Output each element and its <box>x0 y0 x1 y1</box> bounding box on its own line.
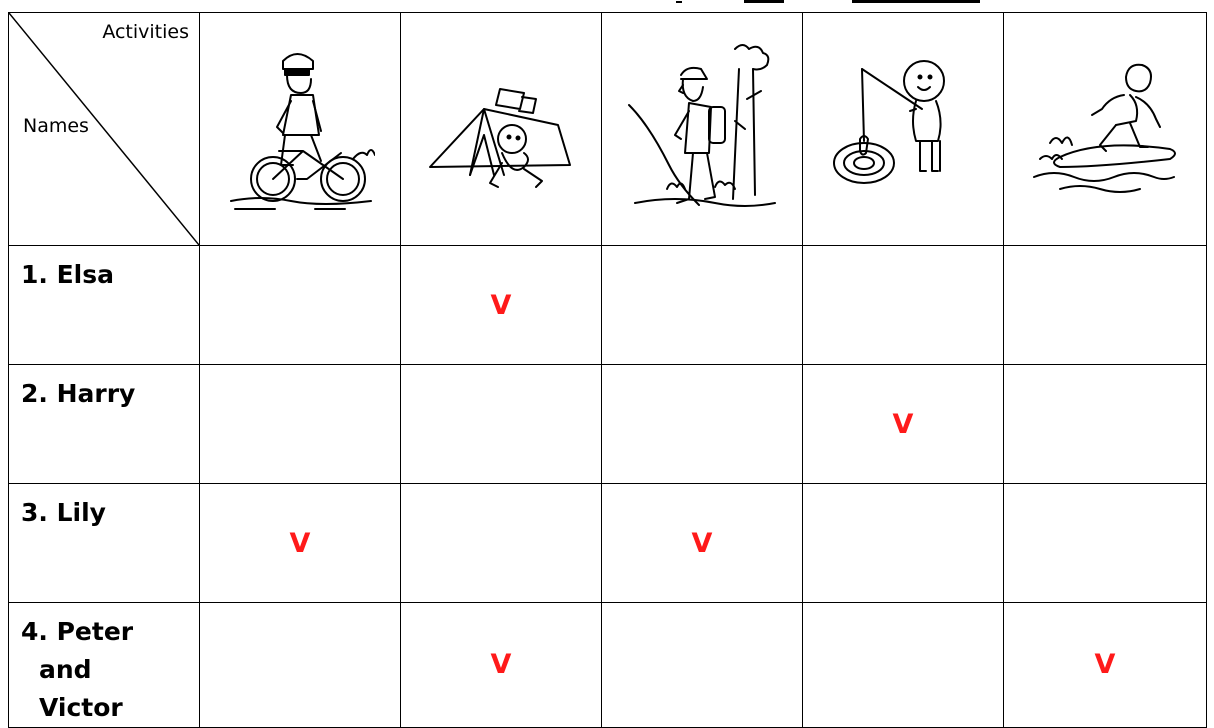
page-top-strip <box>0 0 1214 12</box>
header-row <box>9 13 1207 246</box>
mark-cell <box>401 246 602 365</box>
check-mark <box>803 246 1003 290</box>
check-mark <box>401 365 601 409</box>
name-cell <box>9 603 200 728</box>
check-mark <box>401 484 601 528</box>
names-label: Names <box>23 115 89 137</box>
check-mark <box>1004 246 1206 290</box>
mark-cell <box>803 246 1004 365</box>
mark-cell <box>200 603 401 728</box>
underline-mark <box>852 0 980 3</box>
check-mark <box>200 603 400 649</box>
name-cell <box>9 484 200 603</box>
check-mark <box>803 603 1003 649</box>
student-name-line: Victor <box>39 693 123 722</box>
cycling-icon <box>225 39 375 219</box>
text-fragment <box>676 0 682 3</box>
check-mark <box>200 365 400 409</box>
activity-fishing <box>803 13 1004 246</box>
mark-cell <box>200 246 401 365</box>
check-mark <box>1004 365 1206 409</box>
table-row <box>9 603 1207 728</box>
corner-cell <box>9 13 200 246</box>
mark-cell <box>602 603 803 728</box>
underline-mark <box>744 0 784 3</box>
student-name <box>9 603 199 727</box>
mark-cell <box>1004 484 1207 603</box>
check-mark <box>602 603 802 649</box>
activities-label: Activities <box>102 21 189 43</box>
check-mark <box>803 484 1003 528</box>
check-mark: V <box>1094 649 1116 680</box>
activity-camping <box>401 13 602 246</box>
check-mark: V <box>691 528 713 559</box>
hiking-icon <box>627 39 777 219</box>
student-name: 2. Harry <box>21 379 136 408</box>
check-mark <box>602 365 802 409</box>
mark-cell <box>803 603 1004 728</box>
mark-cell <box>602 246 803 365</box>
check-mark: V <box>289 528 311 559</box>
activities-table <box>8 12 1207 728</box>
table-row <box>9 246 1207 365</box>
table-row <box>9 365 1207 484</box>
check-mark <box>1004 484 1206 528</box>
activity-cycling <box>200 13 401 246</box>
mark-cell <box>1004 603 1207 728</box>
mark-cell <box>401 603 602 728</box>
activity-surfing <box>1004 13 1207 246</box>
mark-cell <box>1004 246 1207 365</box>
fishing-icon <box>828 39 978 219</box>
check-mark: V <box>490 649 512 680</box>
mark-cell <box>1004 365 1207 484</box>
table-row <box>9 484 1207 603</box>
mark-cell <box>803 365 1004 484</box>
mark-cell <box>401 365 602 484</box>
activity-hiking <box>602 13 803 246</box>
mark-cell <box>602 365 803 484</box>
mark-cell <box>401 484 602 603</box>
name-cell <box>9 365 200 484</box>
check-mark: V <box>490 290 512 321</box>
check-mark: V <box>892 409 914 440</box>
student-name-line: 4. Peter <box>21 617 134 646</box>
mark-cell <box>200 365 401 484</box>
mark-cell <box>200 484 401 603</box>
mark-cell <box>602 484 803 603</box>
student-name: 3. Lily <box>21 498 106 527</box>
student-name-line: and <box>39 655 92 684</box>
student-name: 1. Elsa <box>21 260 114 289</box>
check-mark <box>602 246 802 290</box>
name-cell <box>9 246 200 365</box>
check-mark <box>200 246 400 290</box>
surfing-icon <box>1030 39 1180 219</box>
camping-icon <box>426 39 576 219</box>
mark-cell <box>803 484 1004 603</box>
